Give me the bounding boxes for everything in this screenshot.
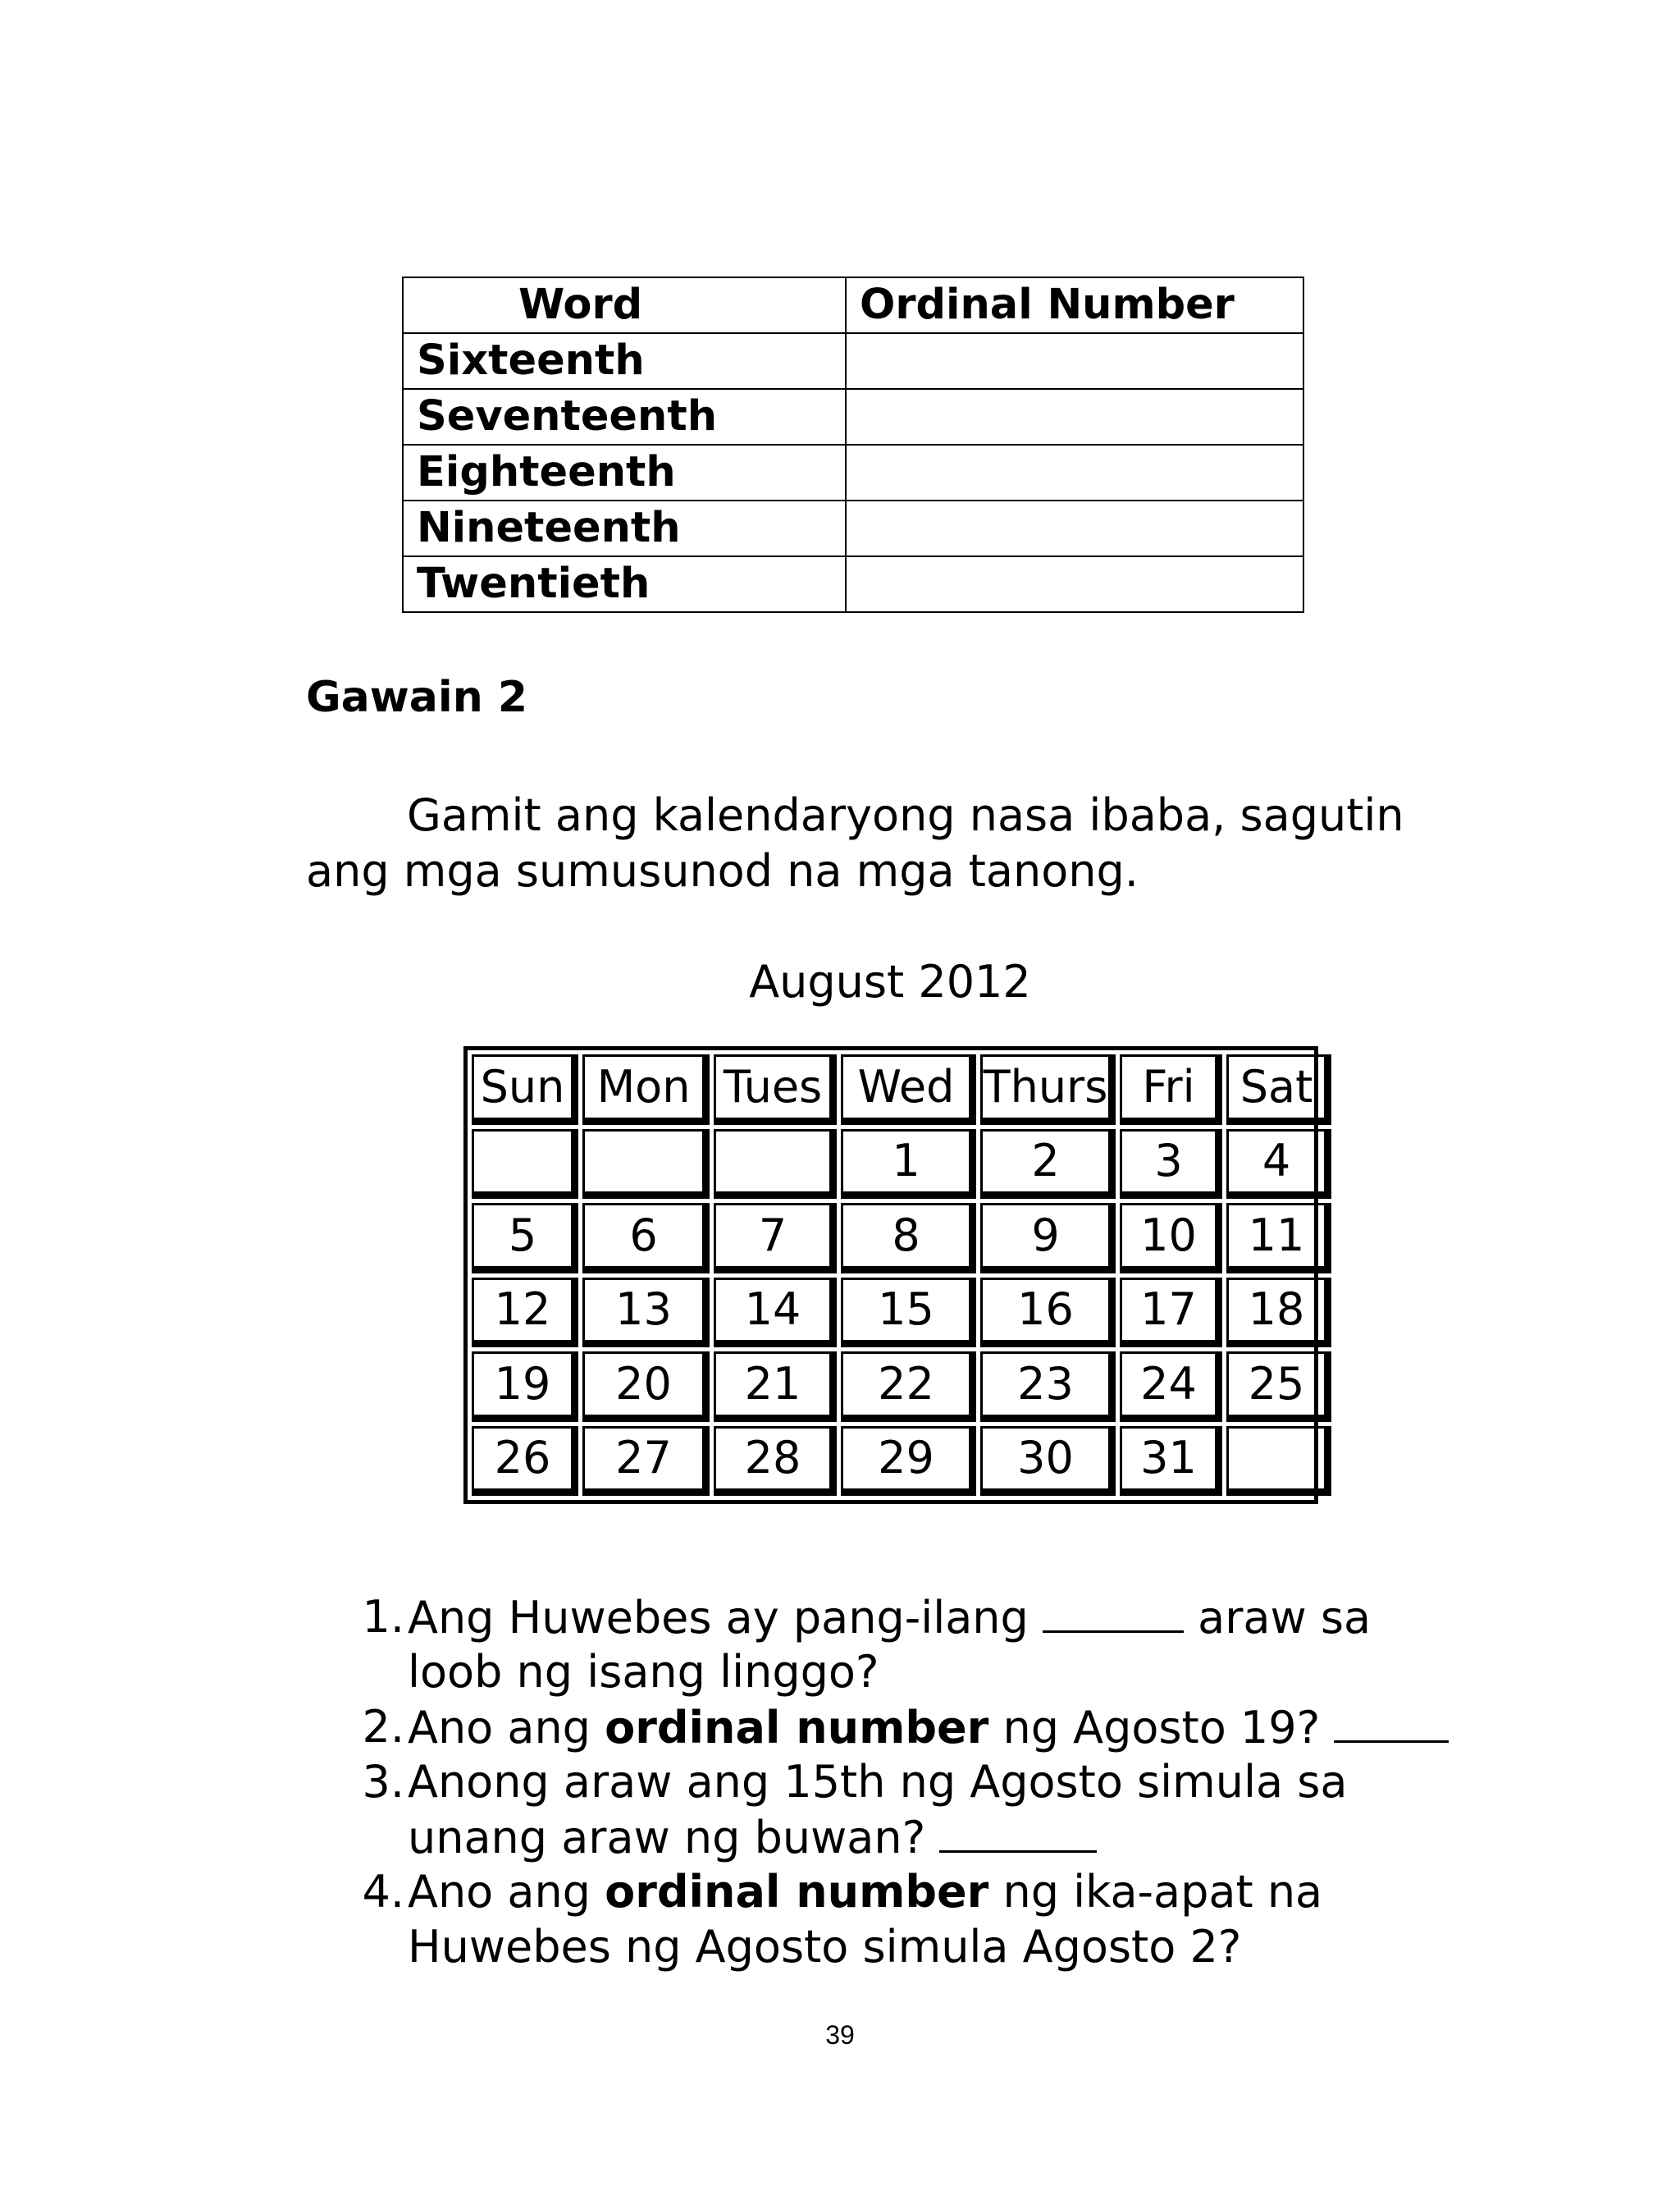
ordinal-table bbox=[402, 277, 1304, 613]
question-text-part: Ang Huwebes ay pang-ilang bbox=[408, 1592, 1029, 1644]
column-header-word: Word bbox=[403, 277, 846, 333]
calendar-day-cell: 3 bbox=[1120, 1129, 1222, 1200]
question-text-part: Ano ang bbox=[408, 1702, 591, 1753]
calendar-day-cell: 14 bbox=[714, 1278, 837, 1348]
day-header-sun: Sun bbox=[472, 1054, 578, 1125]
calendar-day-cell: 2 bbox=[980, 1129, 1116, 1200]
instruction-line-2: ang mga sumusunod na mga tanong. bbox=[306, 845, 1139, 897]
calendar-day-cell: 7 bbox=[714, 1203, 837, 1273]
question-text bbox=[408, 1699, 1449, 1755]
calendar-day-cell: 17 bbox=[1120, 1278, 1222, 1348]
question-text-part: ng ika-apat na bbox=[1002, 1866, 1323, 1918]
calendar-day-cell bbox=[1226, 1426, 1331, 1497]
calendar-day-cell: 5 bbox=[472, 1203, 578, 1273]
question-bold-term: ordinal number bbox=[605, 1866, 989, 1918]
calendar-day-cell: 23 bbox=[980, 1351, 1116, 1422]
calendar-day-cell bbox=[714, 1129, 837, 1200]
day-header-thurs: Thurs bbox=[980, 1054, 1116, 1125]
answer-blank[interactable] bbox=[939, 1809, 1097, 1853]
calendar-day-cell: 20 bbox=[582, 1351, 710, 1422]
answer-cell[interactable] bbox=[846, 389, 1303, 445]
calendar-day-cell: 29 bbox=[841, 1426, 976, 1497]
table-row bbox=[403, 501, 1303, 556]
calendar-day-cell: 28 bbox=[714, 1426, 837, 1497]
question-text-part: Ano ang bbox=[408, 1866, 591, 1918]
calendar-day-cell: 15 bbox=[841, 1278, 976, 1348]
calendar-day-cell: 9 bbox=[980, 1203, 1116, 1273]
question-bold-term: ordinal number bbox=[605, 1702, 989, 1753]
calendar-title: August 2012 bbox=[749, 956, 1031, 1008]
question-text bbox=[408, 1589, 1371, 1645]
column-header-ordinal: Ordinal Number bbox=[846, 277, 1303, 333]
question-number: 2. bbox=[362, 1701, 404, 1753]
table-row bbox=[403, 445, 1303, 501]
day-header-fri: Fri bbox=[1120, 1054, 1222, 1125]
section-heading: Gawain 2 bbox=[306, 673, 528, 722]
calendar-day-cell: 6 bbox=[582, 1203, 710, 1273]
day-header-tues: Tues bbox=[714, 1054, 837, 1125]
word-cell: Sixteenth bbox=[403, 333, 846, 389]
calendar-day-cell: 21 bbox=[714, 1351, 837, 1422]
question-number: 1. bbox=[362, 1591, 404, 1643]
question-text: loob ng isang linggo? bbox=[408, 1646, 879, 1698]
table-row bbox=[403, 389, 1303, 445]
calendar-day-cell: 18 bbox=[1226, 1278, 1331, 1348]
question-text-part: ng Agosto 19? bbox=[1002, 1702, 1321, 1753]
question-text: Anong araw ang 15th ng Agosto simula sa bbox=[408, 1756, 1348, 1808]
calendar-day-cell: 25 bbox=[1226, 1351, 1331, 1422]
word-cell: Nineteenth bbox=[403, 501, 846, 556]
question-text-part: araw sa bbox=[1198, 1592, 1372, 1644]
calendar-day-cell: 27 bbox=[582, 1426, 710, 1497]
question-text-part: unang araw ng buwan? bbox=[408, 1812, 926, 1863]
answer-cell[interactable] bbox=[846, 501, 1303, 556]
word-cell: Eighteenth bbox=[403, 445, 846, 501]
question-number: 3. bbox=[362, 1756, 404, 1808]
calendar-day-cell: 22 bbox=[841, 1351, 976, 1422]
day-header-wed: Wed bbox=[841, 1054, 976, 1125]
answer-cell[interactable] bbox=[846, 333, 1303, 389]
question-text bbox=[408, 1864, 1322, 1919]
calendar-day-cell bbox=[472, 1129, 578, 1200]
question-number: 4. bbox=[362, 1866, 404, 1918]
calendar-day-cell: 1 bbox=[841, 1129, 976, 1200]
calendar-day-cell: 10 bbox=[1120, 1203, 1222, 1273]
table-row bbox=[403, 556, 1303, 612]
answer-blank[interactable] bbox=[1043, 1589, 1184, 1633]
calendar-day-cell: 24 bbox=[1120, 1351, 1222, 1422]
calendar-day-cell: 31 bbox=[1120, 1426, 1222, 1497]
question-text: Huwebes ng Agosto simula Agosto 2? bbox=[408, 1921, 1242, 1973]
calendar-day-cell: 8 bbox=[841, 1203, 976, 1273]
calendar-day-cell: 19 bbox=[472, 1351, 578, 1422]
calendar-day-cell: 13 bbox=[582, 1278, 710, 1348]
calendar-day-cell bbox=[582, 1129, 710, 1200]
page-number: 39 bbox=[825, 2020, 855, 2050]
calendar-day-cell: 11 bbox=[1226, 1203, 1331, 1273]
table-row bbox=[403, 333, 1303, 389]
answer-cell[interactable] bbox=[846, 445, 1303, 501]
instruction-line-1: Gamit ang kalendaryong nasa ibaba, sagutin bbox=[407, 789, 1404, 841]
calendar-day-cell: 16 bbox=[980, 1278, 1116, 1348]
answer-cell[interactable] bbox=[846, 556, 1303, 612]
calendar-day-cell: 30 bbox=[980, 1426, 1116, 1497]
answer-blank[interactable] bbox=[1334, 1699, 1449, 1743]
day-header-sat: Sat bbox=[1226, 1054, 1331, 1125]
word-cell: Twentieth bbox=[403, 556, 846, 612]
word-cell: Seventeenth bbox=[403, 389, 846, 445]
day-header-mon: Mon bbox=[582, 1054, 710, 1125]
calendar-day-cell: 12 bbox=[472, 1278, 578, 1348]
table-header-row bbox=[403, 277, 1303, 333]
calendar-grid bbox=[463, 1046, 1318, 1504]
calendar-day-cell: 26 bbox=[472, 1426, 578, 1497]
question-text bbox=[408, 1809, 1097, 1865]
calendar-day-cell: 4 bbox=[1226, 1129, 1331, 1200]
